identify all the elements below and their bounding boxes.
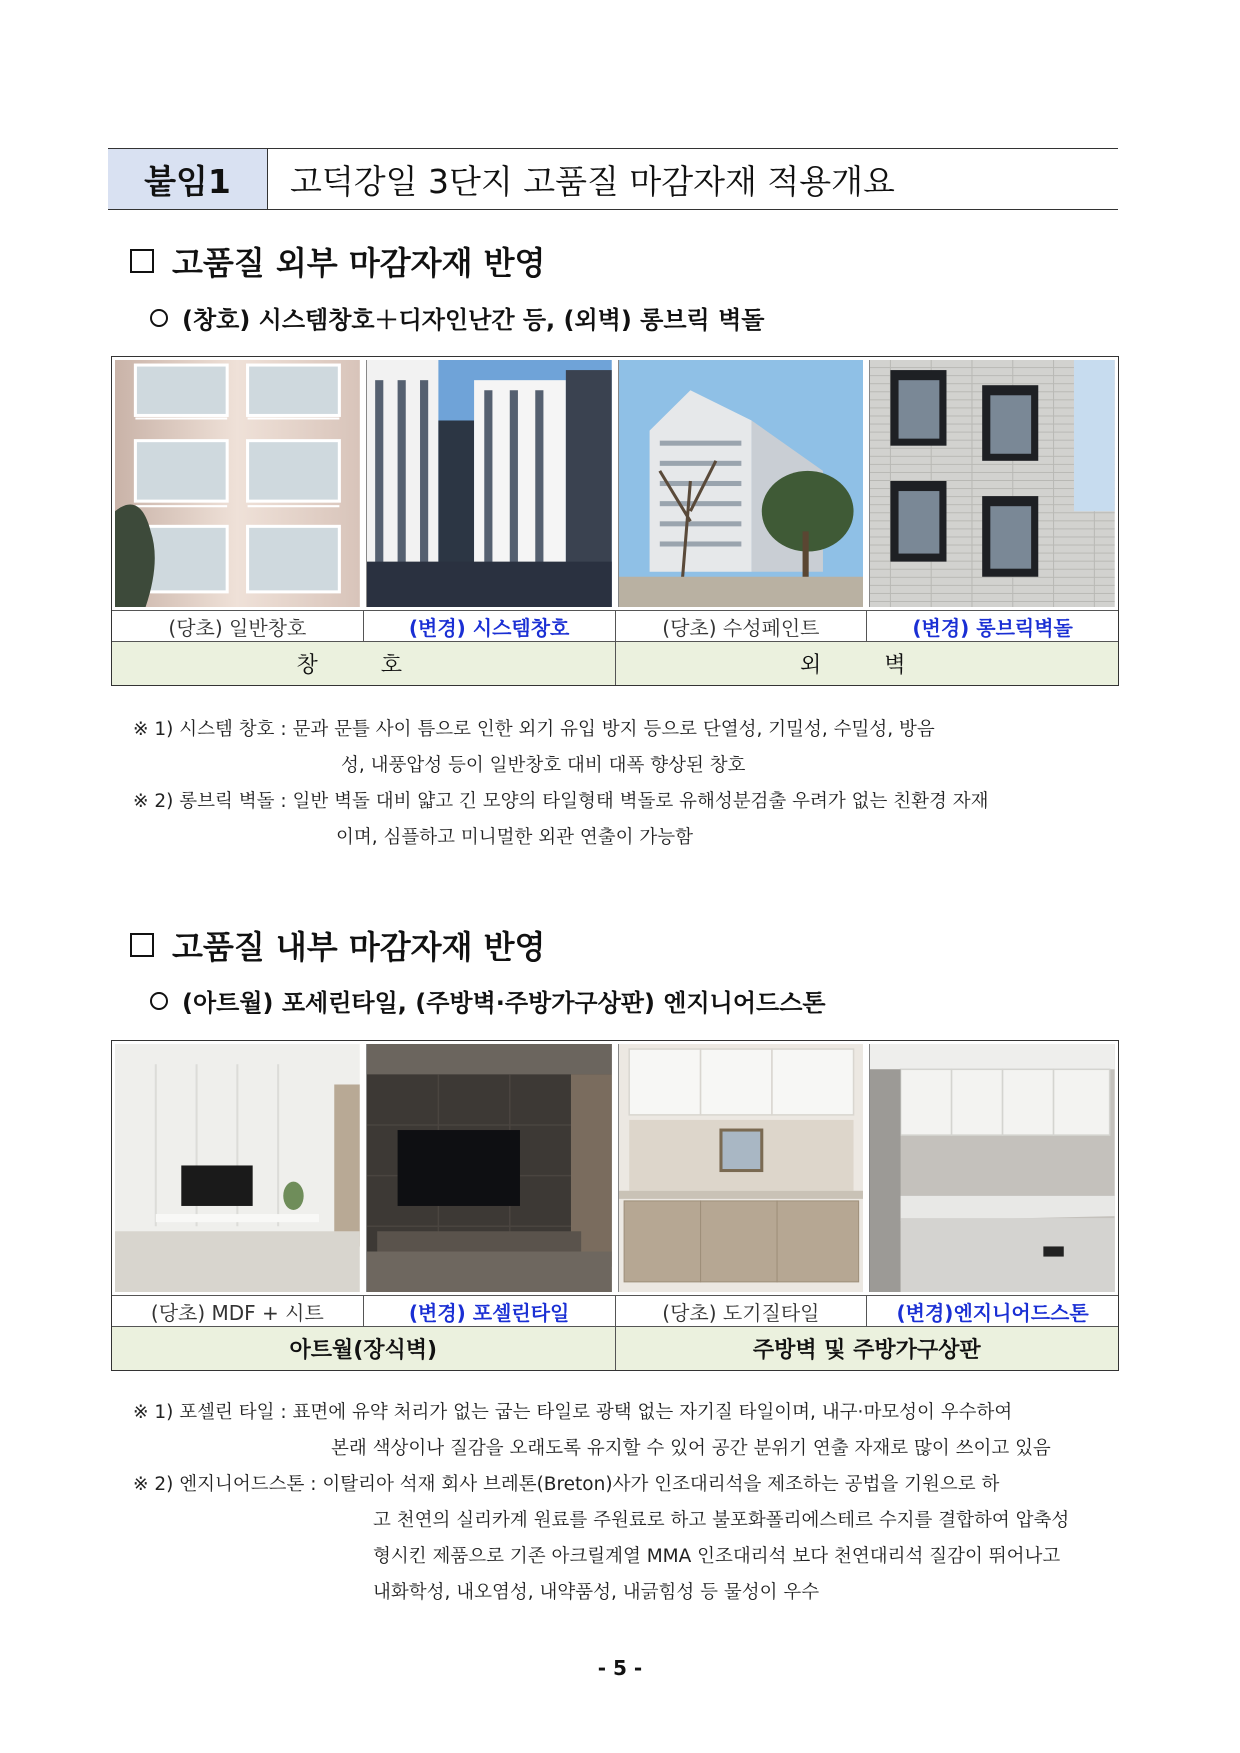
photo-long-brick bbox=[869, 360, 1115, 607]
section2-notes bbox=[133, 1395, 1069, 1611]
section1-notes bbox=[133, 712, 989, 856]
label-changed-artwall: (변경) 포셀린타일 bbox=[364, 1296, 616, 1326]
note-system-window-line1: ※ 1) 시스템 창호 : 문과 문틀 사이 틈으로 인한 외기 유입 방지 등으로 단열성, 기밀성, 수밀성, 방음 bbox=[133, 719, 935, 740]
group-exterior-wall: 외 벽 bbox=[800, 653, 934, 678]
section1-subheading bbox=[150, 300, 764, 335]
exterior-photo-table bbox=[111, 356, 1119, 686]
photo-ceramic-kitchen bbox=[618, 1044, 864, 1292]
note-engineered-line3: 형시킨 제품으로 기존 아크릴계열 MMA 인조대리석 보다 천연대리석 질감이 뛰어나고 bbox=[373, 1546, 1061, 1567]
title-box bbox=[108, 148, 1118, 210]
note-engineered-line1: ※ 2) 엔지니어드스톤 : 이탈리아 석재 회사 브레톤(Breton)사가 인조대리석을 제조하는 공법을 기원으로 하 bbox=[133, 1474, 1000, 1495]
section1-heading-text: 고품질 외부 마감자재 반영 bbox=[172, 244, 546, 282]
note-long-brick-line1: ※ 2) 롱브릭 벽돌 : 일반 벽돌 대비 얇고 긴 모양의 타일형태 벽돌로 유해성분검출 우려가 없는 친환경 자재 bbox=[133, 791, 989, 812]
photo-engineered-stone bbox=[869, 1044, 1115, 1292]
circle-bullet-icon bbox=[150, 309, 168, 327]
group-window: 창 호 bbox=[112, 642, 616, 685]
photo-porcelain-tile bbox=[366, 1044, 612, 1292]
circle-bullet-icon bbox=[150, 992, 168, 1010]
label-changed-kitchen: (변경)엔지니어드스톤 bbox=[896, 1300, 1089, 1325]
section1-heading bbox=[130, 238, 545, 284]
note-porcelain-line2: 본래 색상이나 질감을 오래도록 유지할 수 있어 공간 분위기 연출 자재로 많이 쓰이고 있음 bbox=[331, 1438, 1051, 1459]
checkbox-square-icon bbox=[130, 249, 154, 273]
group-kitchen: 주방벽 및 주방가구상판 bbox=[752, 1338, 981, 1363]
photo-system-window bbox=[366, 360, 612, 607]
section2-heading bbox=[130, 922, 545, 968]
label-original-artwall: (당초) MDF + 시트 bbox=[112, 1296, 364, 1326]
section1-subheading-text: (창호) 시스템창호＋디자인난간 등, (외벽) 롱브릭 벽돌 bbox=[182, 306, 765, 334]
label-changed-wall: (변경) 롱브릭벽돌 bbox=[912, 615, 1073, 640]
photo-mdf-artwall bbox=[115, 1044, 360, 1292]
section2-subheading-text: (아트월) 포세린타일, (주방벽·주방가구상판) 엔지니어드스톤 bbox=[182, 989, 826, 1017]
note-long-brick-line2: 이며, 심플하고 미니멀한 외관 연출이 가능함 bbox=[336, 827, 693, 848]
page-number: - 5 - bbox=[597, 1656, 643, 1680]
page-title: 고덕강일 3단지 고품질 마감자재 적용개요 bbox=[290, 161, 895, 201]
attachment-tag: 붙임1 bbox=[108, 149, 268, 209]
label-changed-window: (변경) 시스템창호 bbox=[364, 611, 616, 641]
checkbox-square-icon bbox=[130, 933, 154, 957]
interior-photo-table bbox=[111, 1040, 1119, 1371]
group-artwall: 아트월(장식벽) bbox=[112, 1327, 616, 1370]
photo-ordinary-window bbox=[115, 360, 360, 607]
note-engineered-line2: 고 천연의 실리카계 원료를 주원료로 하고 불포화폴리에스테르 수지를 결합하여 압축성 bbox=[373, 1510, 1070, 1531]
note-system-window-line2: 성, 내풍압성 등이 일반창호 대비 대폭 향상된 창호 bbox=[341, 755, 746, 776]
note-porcelain-line1: ※ 1) 포셀린 타일 : 표면에 유약 처리가 없는 굽는 타일로 광택 없는 자기질 타일이며, 내구·마모성이 우수하여 bbox=[133, 1402, 1013, 1423]
section2-heading-text: 고품질 내부 마감자재 반영 bbox=[172, 928, 546, 966]
photo-water-paint bbox=[618, 360, 864, 607]
label-original-kitchen: (당초) 도기질타일 bbox=[616, 1296, 868, 1326]
note-engineered-line4: 내화학성, 내오염성, 내약품성, 내긁힘성 등 물성이 우수 bbox=[373, 1582, 820, 1603]
section2-subheading bbox=[150, 983, 826, 1018]
label-original-window: (당초) 일반창호 bbox=[112, 611, 364, 641]
label-original-wall: (당초) 수성페인트 bbox=[616, 611, 868, 641]
